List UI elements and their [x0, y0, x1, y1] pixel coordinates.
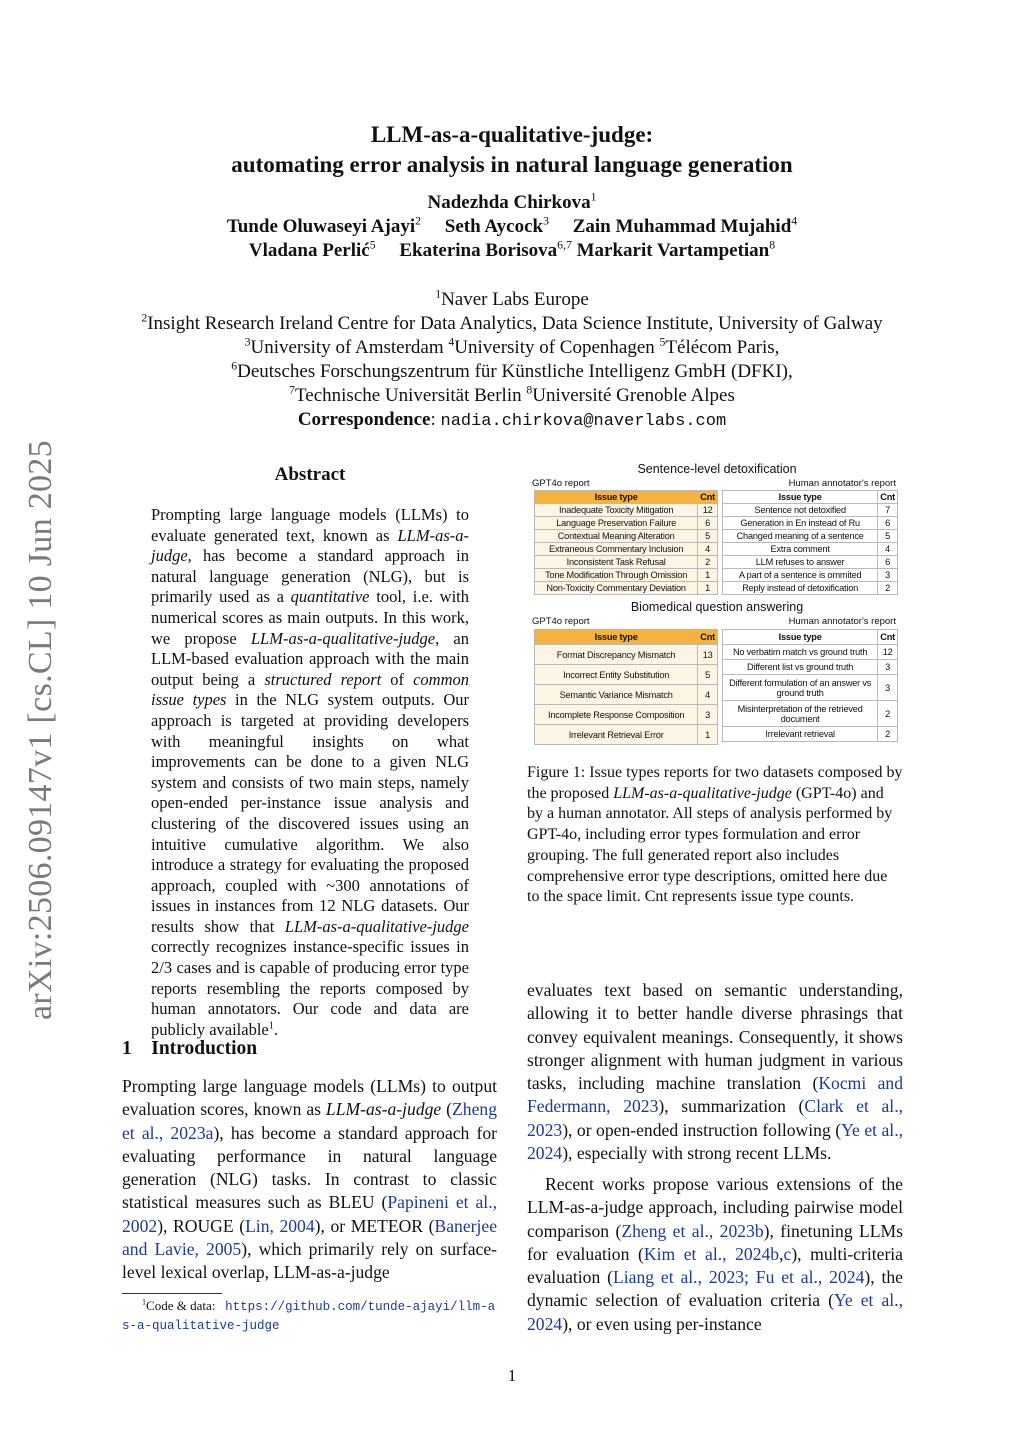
table-row: [723, 582, 898, 595]
issue-type-cell: Inconsistent Task Refusal: [535, 556, 698, 569]
count-cell: 2: [878, 701, 898, 727]
affiliation-sup: 6: [231, 359, 238, 373]
title-line-1: LLM-as-a-qualitative-judge:: [370, 122, 654, 147]
col-header: Cnt: [878, 491, 898, 504]
intro-emph: LLM-as-a-judge: [325, 1099, 442, 1120]
detox-human-table: [722, 490, 898, 595]
issue-type-cell: Generation in En instead of Ru: [723, 517, 878, 530]
issue-type-cell: Misinterpretation of the retrieved document: [723, 701, 878, 727]
figure-1: [528, 462, 906, 762]
affiliation-line-2: [0, 312, 1024, 336]
author-name: Zain Muhammad Mujahid: [572, 216, 792, 237]
paper-title: [0, 120, 1024, 180]
table-row: [535, 645, 718, 665]
correspondence-label: Correspondence: [297, 409, 431, 430]
abstract-text: tool, i.e. with numerical scores as main outputs. In this work, we propose: [151, 587, 469, 648]
author-line-1: [0, 192, 1024, 214]
table-row: [535, 543, 718, 556]
intro-paragraph: [122, 1075, 497, 1285]
issue-type-cell: Extraneous Commentary Inclusion: [535, 543, 698, 556]
col-header: Issue type: [723, 630, 878, 645]
table-row: [535, 569, 718, 582]
intro-text: Prompting large language models (LLMs) to output evaluation scores, known as: [122, 1076, 497, 1120]
intro-text: (: [441, 1099, 453, 1120]
abstract-emph: LLM-as-a-qualitative-judge: [284, 916, 469, 936]
right-column-paragraph-1: [527, 979, 903, 1165]
table-row: [723, 556, 898, 569]
table-row: [535, 705, 718, 725]
table-row: [535, 582, 718, 595]
affiliation-name: Technische Universität Berlin: [295, 385, 522, 406]
page-number: 1: [507, 1366, 517, 1385]
issue-type-cell: Incorrect Entity Substitution: [535, 665, 698, 685]
citation-link[interactable]: Zheng et al., 2023a: [122, 1099, 497, 1143]
table-row: [535, 665, 718, 685]
abstract-text: in the NLG system outputs. Our approach is targeted at providing developers with meaningful insights on what improvements can be done to a given NLG system and consists of two main steps, namely open-ended per-instance issue analysis and clustering of the discovered issues using an intuitive cumulative algorithm. We also introduce a strategy for evaluating the proposed approach, coupled with ~300 annotations of issues in instances from 12 NLG datasets. Our results show that: [151, 690, 469, 936]
caption-text: Figure 1: Issue types reports for two datasets composed by the proposed: [527, 764, 903, 802]
col-header: Issue type: [535, 491, 698, 504]
count-cell: 12: [878, 645, 898, 660]
affiliation-name: University of Copenhagen: [454, 337, 655, 358]
affiliation-sup: 8: [526, 383, 533, 397]
body-text: ), the dynamic selection of evaluation criteria (: [527, 1267, 903, 1311]
count-cell: 1: [698, 725, 718, 745]
abstract-emph: quantitative: [290, 587, 370, 607]
table-row: [723, 517, 898, 530]
count-cell: 1: [698, 582, 718, 595]
figure-bioqa-title: Biomedical question answering: [630, 600, 804, 614]
count-cell: 5: [698, 530, 718, 543]
affiliation-sup: 7: [289, 383, 295, 397]
issue-type-cell: Non-Toxicity Commentary Deviation: [535, 582, 698, 595]
count-cell: 7: [878, 504, 898, 517]
figure-caption: [527, 763, 903, 908]
table-row: [535, 685, 718, 705]
count-cell: 2: [878, 727, 898, 742]
count-cell: 6: [878, 556, 898, 569]
citation-link[interactable]: Banerjee and Lavie, 2005: [122, 1215, 497, 1260]
section-heading-introduction: 1 Introduction: [122, 1038, 258, 1059]
col-header: Cnt: [698, 630, 718, 645]
issue-type-cell: Contextual Meaning Alteration: [535, 530, 698, 543]
issue-type-cell: Irrelevant retrieval: [723, 727, 878, 742]
count-cell: 3: [878, 569, 898, 582]
count-cell: 4: [698, 543, 718, 556]
affiliation-sup: 4: [448, 335, 455, 349]
affiliation-name: Insight Research Ireland Centre for Data Analytics, Data Science Institute, University of Galway: [147, 313, 883, 334]
intro-text: ), or METEOR (: [314, 1215, 435, 1236]
body-text: ), multi-criteria evaluation (: [527, 1243, 903, 1288]
author-name: Tunde Oluwaseyi Ajayi: [226, 216, 416, 237]
abstract-text: .: [273, 1019, 278, 1039]
abstract-emph: LLM-as-a-judge: [151, 525, 469, 566]
count-cell: 1: [698, 569, 718, 582]
body-text: ), or open-ended instruction following (: [562, 1119, 842, 1140]
table-row: [723, 675, 898, 701]
caption-text: (GPT-4o) and by a human annotator. All steps of analysis performed by GPT-4o, including error types formulation and error grouping. The full generated report also includes comprehensive error type descriptions, omitted here due to the space limit. Cnt represents issue type counts.: [527, 784, 893, 906]
issue-type-cell: Format Discrepancy Mismatch: [535, 645, 698, 665]
citation-link[interactable]: Ye et al., 2024: [527, 1119, 903, 1164]
author-sup: 8: [769, 238, 776, 252]
count-cell: 2: [698, 556, 718, 569]
issue-type-cell: Different list vs ground truth: [723, 660, 878, 675]
author-line-3: [0, 240, 1024, 262]
affiliation-line-5: [0, 384, 1024, 408]
abstract-text: correctly recognizes instance-specific issues in 2/3 cases and is capable of producing error type reports resembling the reports composed by human annotators. Our code and data are publicly available: [151, 937, 469, 1039]
body-text: ), summarization (: [658, 1096, 805, 1117]
affiliation-name: Deutsches Forschungszentrum für Künstliche Intelligenz GmbH (DFKI),: [237, 361, 793, 382]
issue-type-cell: A part of a sentence is ommited: [723, 569, 878, 582]
issue-type-cell: Reply instead of detoxification: [723, 582, 878, 595]
citation-link[interactable]: Kocmi and Federmann, 2023: [527, 1073, 904, 1117]
issue-type-cell: Incomplete Response Composition: [535, 705, 698, 725]
citation-link[interactable]: c: [783, 1243, 792, 1264]
count-cell: 5: [878, 530, 898, 543]
table-row: [723, 660, 898, 675]
affiliation-line-3: [0, 336, 1024, 360]
abstract-text: of: [381, 669, 414, 689]
table-row: [723, 543, 898, 556]
table-row: [723, 701, 898, 727]
citation-link[interactable]: Zheng et al., 2023b: [621, 1220, 764, 1241]
figure-bioqa-human-label: Human annotator's report: [788, 616, 896, 627]
author-sup: 3: [543, 214, 549, 228]
figure-detox-human-label: Human annotator's report: [788, 478, 896, 489]
col-header: Cnt: [698, 491, 718, 504]
table-row: [535, 725, 718, 745]
count-cell: 12: [698, 504, 718, 517]
table-row: [535, 517, 718, 530]
footnote-marker[interactable]: 1: [268, 1020, 274, 1032]
figure-bioqa-gpt-label: GPT4o report: [532, 616, 590, 627]
abstract-text: Prompting large language models (LLMs) to evaluate generated text, known as: [151, 505, 469, 545]
affiliation-sup: 2: [141, 311, 148, 325]
correspondence-line: Correspondence: nadia.chirkova@naverlabs.com: [297, 409, 727, 431]
issue-type-cell: Tone Modification Through Omission: [535, 569, 698, 582]
issue-type-cell: Language Preservation Failure: [535, 517, 698, 530]
author-name: Seth Aycock: [444, 216, 544, 237]
citation-link[interactable]: Ye et al., 2024: [527, 1290, 903, 1334]
table-row: [723, 530, 898, 543]
citation-link[interactable]: Lin, 2004: [245, 1215, 315, 1236]
author-sup: 2: [415, 214, 421, 228]
author-sup: 5: [369, 238, 376, 252]
abstract-emph: LLM-as-a-qualitative-judge: [250, 628, 436, 648]
table-row: [535, 504, 718, 517]
footnote-marker: 1: [142, 1297, 147, 1307]
body-text: evaluates text based on semantic understanding, allowing it to better handle diverse phrasings that convey equivalent meanings. Consequently, it shows stronger alignment with human judgment in various tasks, including machine translation (: [527, 980, 903, 1094]
count-cell: 6: [698, 517, 718, 530]
count-cell: 5: [698, 665, 718, 685]
author-sup: 6,7: [557, 238, 572, 252]
issue-type-cell: No verbatim match vs ground truth: [723, 645, 878, 660]
right-column-paragraph-2: [527, 1173, 903, 1336]
affiliation-sup: 3: [244, 335, 251, 349]
title-line-2: automating error analysis in natural language generation: [231, 152, 793, 177]
count-cell: 4: [878, 543, 898, 556]
author-name: Markarit Vartampetian: [576, 240, 770, 261]
count-cell: 3: [878, 660, 898, 675]
body-text: ), or even using per-instance: [562, 1313, 762, 1334]
correspondence-email[interactable]: nadia.chirkova@naverlabs.com: [440, 412, 727, 431]
table-row: [723, 504, 898, 517]
citation-link[interactable]: Kim et al., 2024b: [643, 1243, 780, 1264]
arxiv-identifier: arXiv:2506.09147v1 [cs.CL] 10 Jun 2025: [22, 440, 59, 1020]
abstract-body: [151, 505, 469, 1040]
affiliation-sup: 1: [435, 287, 442, 301]
abstract-text: , an LLM-based evaluation approach with the main output being a: [151, 628, 470, 689]
figure-detox-title: Sentence-level detoxification: [637, 462, 797, 476]
table-row: [535, 556, 718, 569]
issue-type-cell: Sentence not detoxified: [723, 504, 878, 517]
issue-type-cell: Inadequate Toxicity Mitigation: [535, 504, 698, 517]
footnote-label: Code & data:: [146, 1298, 216, 1313]
abstract-emph: common issue types: [151, 669, 470, 710]
citation-link[interactable]: Liang et al., 2023; Fu et al., 2024: [613, 1267, 865, 1288]
abstract-emph: structured report: [264, 669, 382, 689]
caption-emph: LLM-as-a-qualitative-judge: [613, 784, 792, 802]
col-header: Issue type: [723, 491, 878, 504]
figure-detox-gpt-label: GPT4o report: [532, 478, 590, 489]
issue-type-cell: Changed meaning of a sentence: [723, 530, 878, 543]
bioqa-gpt-table: [534, 629, 718, 745]
issue-type-cell: LLM refuses to answer: [723, 556, 878, 569]
body-text: ), especially with strong recent LLMs.: [562, 1143, 832, 1164]
count-cell: 3: [698, 705, 718, 725]
author-sup: 1: [590, 190, 597, 204]
affiliation-name: Université Grenoble Alpes: [532, 385, 735, 406]
count-cell: 3: [878, 675, 898, 701]
issue-type-cell: Semantic Variance Mismatch: [535, 685, 698, 705]
count-cell: 13: [698, 645, 718, 665]
footnote-rule: [122, 1293, 222, 1294]
footnote: [122, 1297, 500, 1335]
affiliation-line-1: [0, 288, 1024, 312]
body-text: Recent works propose various extensions of the LLM-as-a-judge approach, including pairwise model comparison (: [527, 1174, 903, 1241]
table-row: [723, 569, 898, 582]
count-cell: 4: [698, 685, 718, 705]
abstract-heading: Abstract: [274, 464, 346, 485]
body-text: ,: [779, 1243, 784, 1264]
author-name: Vladana Perlić: [248, 240, 370, 261]
affiliation-name: Naver Labs Europe: [441, 289, 589, 310]
count-cell: 6: [878, 517, 898, 530]
intro-text: ), has become a standard approach for evaluating performance in natural language generation (NLG) tasks. In contrast to classic statistical measures such as BLEU (: [122, 1122, 497, 1213]
author-name: Ekaterina Borisova: [399, 240, 558, 261]
table-row: [535, 530, 718, 543]
citation-link[interactable]: Clark et al., 2023: [527, 1096, 903, 1140]
intro-text: ), ROUGE (: [157, 1215, 246, 1236]
bioqa-human-table: [722, 629, 898, 742]
author-name: Nadezhda Chirkova: [427, 192, 591, 213]
intro-text: ), which primarily rely on surface-level lexical overlap, LLM-as-a-judge: [122, 1239, 498, 1283]
table-row: [723, 645, 898, 660]
issue-type-cell: Different formulation of an answer vs ground truth: [723, 675, 878, 701]
footnote-url-link[interactable]: https://github.com/tunde-ajayi/llm-as-a-qualitative-judge: [122, 1300, 496, 1333]
affiliation-name: University of Amsterdam: [250, 337, 444, 358]
issue-type-cell: Extra comment: [723, 543, 878, 556]
issue-type-cell: Irrelevant Retrieval Error: [535, 725, 698, 745]
col-header: Cnt: [878, 630, 898, 645]
col-header: Issue type: [535, 630, 698, 645]
citation-link[interactable]: Papineni et al., 2002: [122, 1192, 497, 1236]
table-row: [723, 727, 898, 742]
author-line-2: [0, 216, 1024, 238]
body-text: ), finetuning LLMs for evaluation (: [527, 1220, 904, 1264]
detox-gpt-table: [534, 490, 718, 595]
affiliation-name: Télécom Paris,: [665, 337, 780, 358]
affiliation-line-4: [0, 360, 1024, 384]
affiliation-sup: 5: [659, 335, 666, 349]
count-cell: 2: [878, 582, 898, 595]
author-sup: 4: [791, 214, 798, 228]
abstract-text: , has become a standard approach in natural language generation (NLG), but is primarily used as a: [151, 546, 469, 607]
